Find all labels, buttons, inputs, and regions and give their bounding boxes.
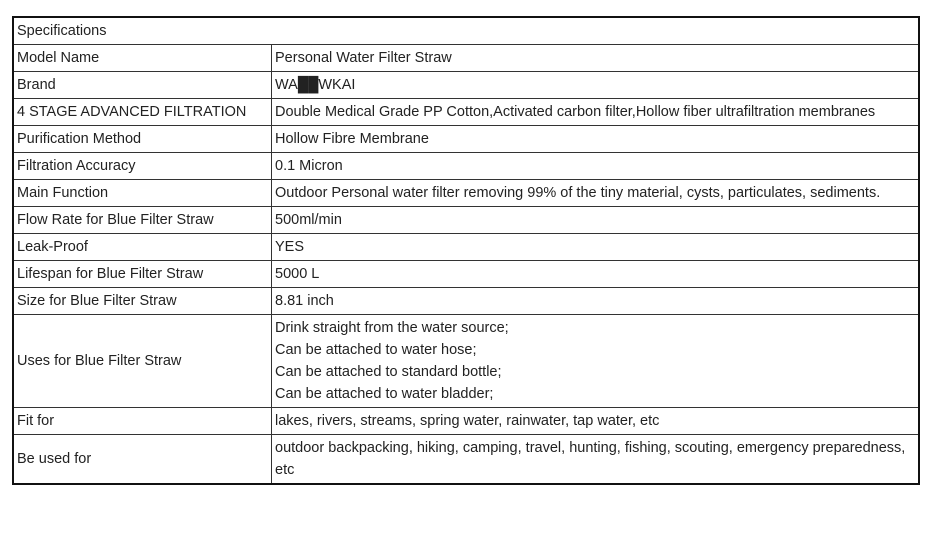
spec-value-filtration: Double Medical Grade PP Cotton,Activated carbon filter,Hollow fiber ultrafiltration membranes [272, 99, 920, 126]
spec-key-size: Size for Blue Filter Straw [13, 288, 272, 315]
spec-key-brand: Brand [13, 72, 272, 99]
uses-line: Can be attached to water hose; [275, 342, 477, 358]
table-row [13, 45, 919, 72]
spec-value-leak-proof: YES [272, 234, 920, 261]
table-row [13, 288, 919, 315]
table-row [13, 99, 919, 126]
spec-value-uses [272, 315, 920, 408]
spec-value-flow-rate: 500ml/min [272, 207, 920, 234]
spec-value-purification-method: Hollow Fibre Membrane [272, 126, 920, 153]
table-row [13, 72, 919, 99]
spec-key-leak-proof: Leak-Proof [13, 234, 272, 261]
table-row [13, 180, 919, 207]
table-row [13, 126, 919, 153]
spec-key-filtration: 4 STAGE ADVANCED FILTRATION [13, 99, 272, 126]
spec-value-filtration-accuracy: 0.1 Micron [272, 153, 920, 180]
table-row [13, 435, 919, 485]
spec-key-purification-method: Purification Method [13, 126, 272, 153]
spec-key-lifespan: Lifespan for Blue Filter Straw [13, 261, 272, 288]
spec-value-fit-for: lakes, rivers, streams, spring water, rainwater, tap water, etc [272, 408, 920, 435]
table-title: Specifications [13, 17, 919, 45]
spec-key-filtration-accuracy: Filtration Accuracy [13, 153, 272, 180]
table-row [13, 261, 919, 288]
spec-key-be-used-for: Be used for [13, 435, 272, 485]
uses-line: Drink straight from the water source; [275, 320, 509, 336]
spec-value-main-function: Outdoor Personal water filter removing 99% of the tiny material, cysts, particulates, sediments. [272, 180, 920, 207]
table-row [13, 153, 919, 180]
spec-key-flow-rate: Flow Rate for Blue Filter Straw [13, 207, 272, 234]
table-row [13, 408, 919, 435]
spec-value-lifespan: 5000 L [272, 261, 920, 288]
table-row [13, 315, 919, 408]
uses-line: Can be attached to standard bottle; [275, 364, 502, 380]
spec-key-main-function: Main Function [13, 180, 272, 207]
spec-key-model-name: Model Name [13, 45, 272, 72]
spec-value-model-name: Personal Water Filter Straw [272, 45, 920, 72]
spec-value-brand: WA██WKAI [272, 72, 920, 99]
uses-line: Can be attached to water bladder; [275, 386, 494, 402]
table-row [13, 207, 919, 234]
spec-key-uses: Uses for Blue Filter Straw [13, 315, 272, 408]
specifications-table [12, 16, 920, 485]
table-row [13, 234, 919, 261]
table-title-row [13, 17, 919, 45]
spec-value-be-used-for: outdoor backpacking, hiking, camping, travel, hunting, fishing, scouting, emergency preparedness, etc [272, 435, 920, 485]
spec-key-fit-for: Fit for [13, 408, 272, 435]
spec-value-size: 8.81 inch [272, 288, 920, 315]
